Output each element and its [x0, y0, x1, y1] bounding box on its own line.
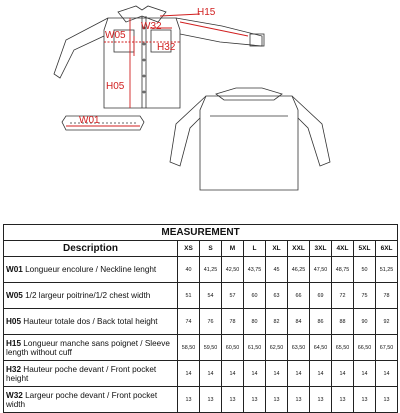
measure-value: 80: [244, 309, 266, 335]
measure-value: 88: [332, 309, 354, 335]
measure-label: Largeur poche devant / Front pocket width: [6, 390, 158, 409]
size-header: XXL: [288, 241, 310, 257]
measure-value: 82: [266, 309, 288, 335]
table-title: MEASUREMENT: [4, 225, 398, 241]
measure-value: 54: [200, 283, 222, 309]
measure-value: 60,50: [222, 335, 244, 361]
measure-value: 41,25: [200, 257, 222, 283]
row-description: [4, 361, 178, 387]
measure-code: H15: [6, 338, 22, 348]
measure-value: 72: [332, 283, 354, 309]
table-row: [4, 283, 398, 309]
callout-w05: W05: [105, 30, 126, 41]
measure-label: 1/2 largeur poitrine/1/2 chest width: [22, 291, 151, 300]
measure-value: 13: [288, 387, 310, 413]
measure-value: 66,50: [354, 335, 376, 361]
measure-value: 14: [244, 361, 266, 387]
measure-value: 13: [266, 387, 288, 413]
callout-w01: W01: [79, 115, 100, 126]
table-row: [4, 309, 398, 335]
measure-value: 92: [376, 309, 398, 335]
measure-value: 14: [354, 361, 376, 387]
table-row: [4, 335, 398, 361]
measure-value: 40: [178, 257, 200, 283]
callout-h05: H05: [106, 81, 125, 92]
row-description: [4, 335, 178, 361]
measure-value: 75: [354, 283, 376, 309]
measure-value: 42,50: [222, 257, 244, 283]
measure-value: 13: [310, 387, 332, 413]
measure-code: H05: [6, 317, 22, 326]
size-header: 5XL: [354, 241, 376, 257]
measure-value: 46,25: [288, 257, 310, 283]
measure-value: 14: [200, 361, 222, 387]
measure-value: 14: [222, 361, 244, 387]
measure-value: 74: [178, 309, 200, 335]
measure-value: 50: [354, 257, 376, 283]
measure-value: 14: [178, 361, 200, 387]
measure-value: 47,50: [310, 257, 332, 283]
measure-label: Longueur manche sans poignet / Sleeve length without cuff: [6, 338, 170, 357]
measure-value: 51: [178, 283, 200, 309]
measure-value: 59,50: [200, 335, 222, 361]
measure-value: 76: [200, 309, 222, 335]
measure-value: 62,50: [266, 335, 288, 361]
measure-value: 64,50: [310, 335, 332, 361]
measure-value: 14: [332, 361, 354, 387]
measure-value: 58,50: [178, 335, 200, 361]
measure-value: 69: [310, 283, 332, 309]
measure-value: 13: [332, 387, 354, 413]
table-row: [4, 257, 398, 283]
measure-value: 13: [354, 387, 376, 413]
size-header: S: [200, 241, 222, 257]
measure-value: 45: [266, 257, 288, 283]
measure-value: 60: [244, 283, 266, 309]
measure-value: 57: [222, 283, 244, 309]
neckband-sketch: [62, 116, 144, 130]
measure-code: H32: [6, 364, 22, 374]
measure-value: 43,75: [244, 257, 266, 283]
measure-value: 13: [376, 387, 398, 413]
measurement-table: [3, 224, 398, 413]
callout-h15: H15: [197, 7, 216, 18]
measure-value: 14: [288, 361, 310, 387]
measure-value: 14: [266, 361, 288, 387]
measure-value: 78: [376, 283, 398, 309]
measure-value: 48,75: [332, 257, 354, 283]
row-description: [4, 309, 178, 335]
table-row: [4, 361, 398, 387]
measure-value: 51,25: [376, 257, 398, 283]
measure-value: 13: [178, 387, 200, 413]
size-header: L: [244, 241, 266, 257]
measure-label: Longueur encolure / Neckline lenght: [22, 265, 157, 274]
table-header-row: [4, 241, 398, 257]
size-header: 4XL: [332, 241, 354, 257]
size-header: M: [222, 241, 244, 257]
measure-value: 84: [288, 309, 310, 335]
measure-value: 78: [222, 309, 244, 335]
measure-value: 65,50: [332, 335, 354, 361]
description-header: Description: [4, 241, 178, 257]
measure-value: 86: [310, 309, 332, 335]
measure-code: W32: [6, 390, 23, 400]
measure-label: Hauteur totale dos / Back total height: [21, 317, 158, 326]
measure-code: W01: [6, 265, 23, 274]
size-header: XL: [266, 241, 288, 257]
size-header: 6XL: [376, 241, 398, 257]
measure-label: Hauteur poche devant / Front pocket height: [6, 364, 157, 383]
measure-value: 14: [310, 361, 332, 387]
measure-value: 67,50: [376, 335, 398, 361]
measure-value: 13: [200, 387, 222, 413]
size-header: XS: [178, 241, 200, 257]
callout-h32: H32: [157, 42, 176, 53]
measure-value: 61,50: [244, 335, 266, 361]
measure-value: 63: [266, 283, 288, 309]
row-description: [4, 283, 178, 309]
measure-value: 13: [222, 387, 244, 413]
callout-w32: W32: [141, 21, 162, 32]
size-header: 3XL: [310, 241, 332, 257]
measure-value: 66: [288, 283, 310, 309]
row-description: [4, 257, 178, 283]
measure-code: W05: [6, 291, 23, 300]
measure-value: 14: [376, 361, 398, 387]
measure-value: 13: [244, 387, 266, 413]
measure-value: 90: [354, 309, 376, 335]
measure-value: 63,50: [288, 335, 310, 361]
back-shirt-sketch: [170, 88, 330, 190]
